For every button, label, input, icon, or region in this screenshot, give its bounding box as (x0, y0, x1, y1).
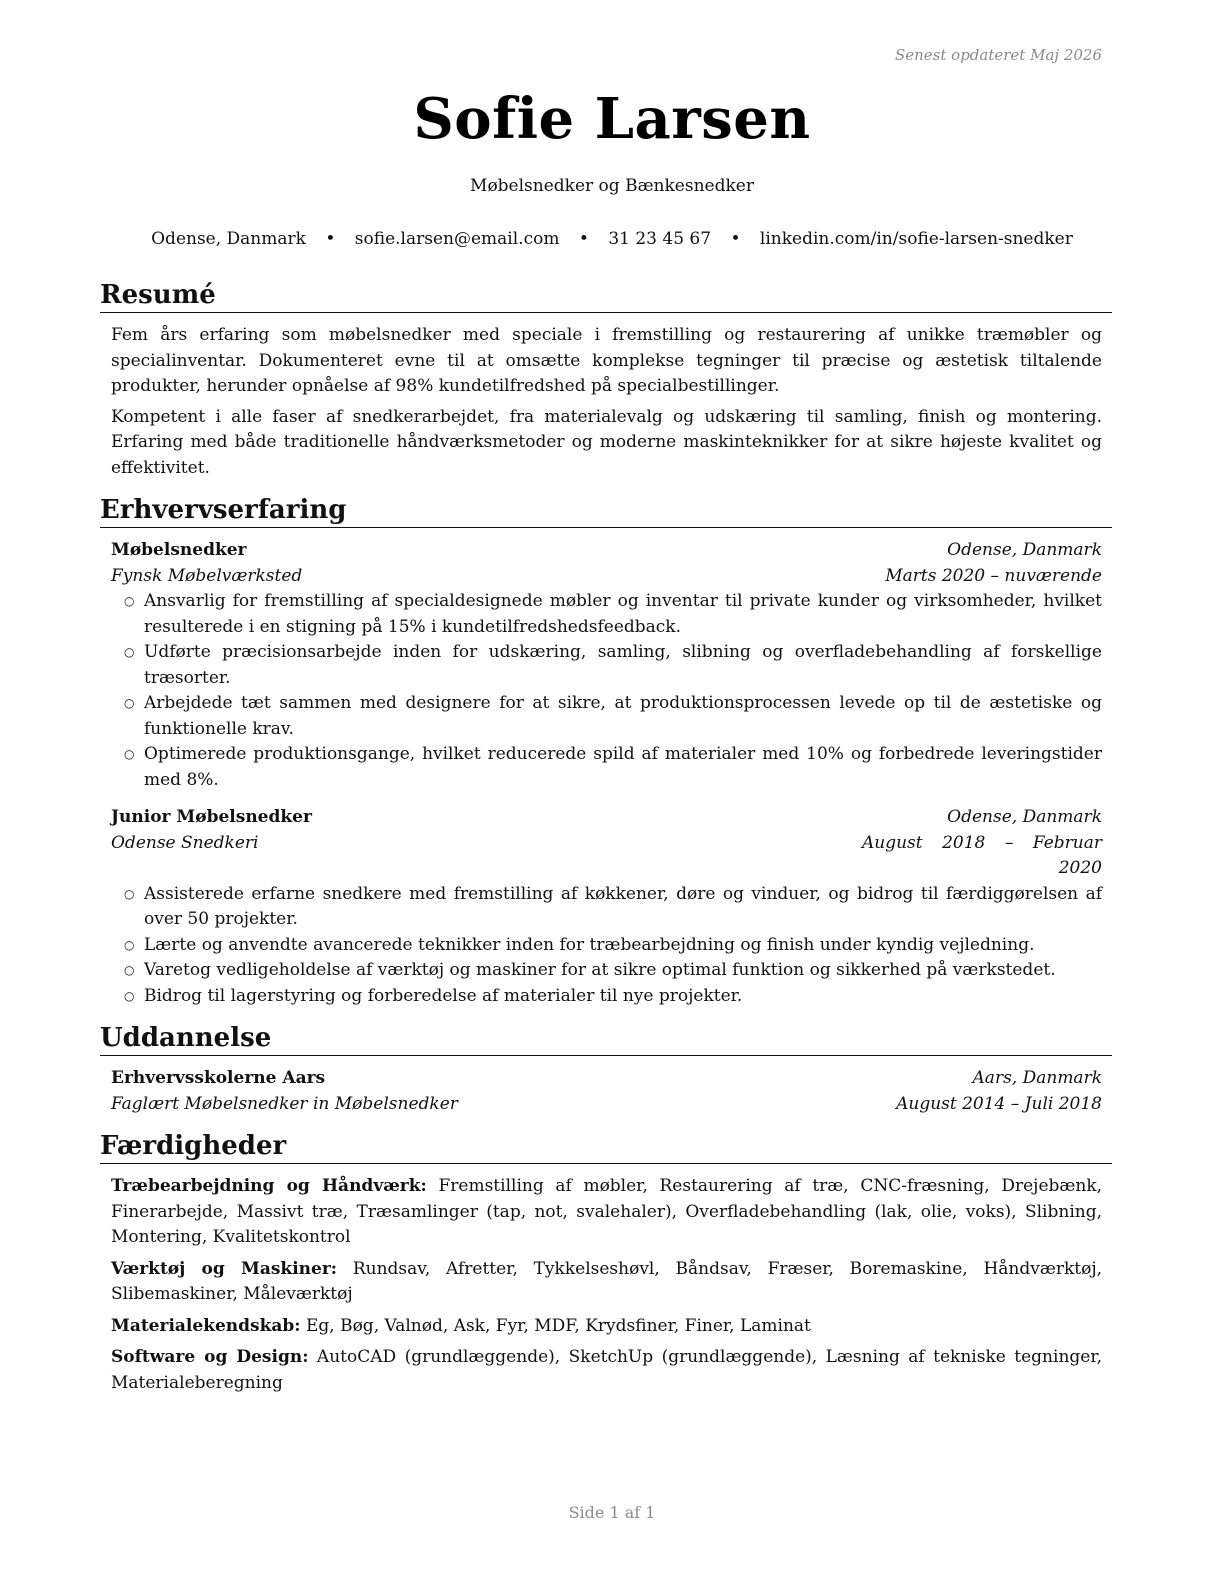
skill-line (111, 1257, 1102, 1308)
skill-line (111, 1314, 1102, 1340)
job-dates: Marts 2020 – nuværende (885, 565, 1102, 586)
contact-linkedin[interactable]: linkedin.com/in/sofie-larsen-snedker (759, 229, 1073, 249)
separator-dot: • (578, 229, 589, 249)
skill-label: Træbearbejdning og Håndværk: (111, 1176, 427, 1196)
section-title-skills: Færdigheder (100, 1129, 1112, 1164)
education-location: Aars, Danmark (972, 1068, 1102, 1088)
skill-value: AutoCAD (grundlæggende), SketchUp (grundlæggende), Læsning af tekniske tegninger, Materialeberegning (111, 1347, 1102, 1393)
circle-bullet-icon: ○ (124, 963, 135, 977)
skill-label: Materialekendskab: (111, 1315, 301, 1336)
summary-paragraph: Fem års erfaring som møbelsnedker med speciale i fremstilling og restaurering af unikke træmøbler og specialinventar. Dokumenteret evne til at omsætte komplekse tegninger til præcise og æstetisk tiltalende produkter, herunder opnåelse af 98% kundetilfredshed på specialbestillinger. (111, 325, 1102, 396)
section-title-summary: Resumé (100, 278, 1112, 313)
separator-dot: • (325, 229, 336, 249)
contact-email[interactable]: sofie.larsen@email.com (354, 229, 560, 249)
circle-bullet-icon: ○ (124, 937, 135, 952)
skill-value: Fremstilling af møbler, Restaurering af træ, CNC-fræsning, Drejebænk, Finerarbejde, Massivt træ, Træsamlinger (tap, not, svalehaler), Overfladebehandling (lak, olie, voks), Slibning, Montering, Kvalitetskontrol (111, 1176, 1103, 1247)
job-bullets (111, 589, 1102, 793)
job-entry (111, 805, 1102, 1009)
last-updated: Senest opdateret Maj 2026 (894, 46, 1102, 64)
job-bullets (111, 882, 1102, 1010)
bullet-item (124, 882, 1102, 933)
bullet-text: Ansvarlig for fremstilling af specialdesignede møbler og inventar til private kunder og virksomheder, hvilket resulterede i en stigning på 15% i kundetilfredshedsfeedback. (144, 591, 1102, 637)
bullet-text: Arbejdede tæt sammen med designere for at sikre, at produktionsprocessen levede op til de æstetiske og funktionelle krav. (144, 693, 1102, 739)
bullet-item (124, 589, 1102, 640)
bullet-item (124, 958, 1102, 984)
job-entry (111, 538, 1102, 793)
resume-content (100, 278, 1112, 1408)
section-title-education: Uddannelse (100, 1021, 1112, 1056)
education-school: Erhvervsskolerne Aars (111, 1068, 326, 1088)
skill-line (111, 1345, 1102, 1396)
circle-bullet-icon: ○ (124, 696, 135, 710)
circle-bullet-icon: ○ (124, 747, 135, 761)
page-number: Side 1 af 1 (568, 1503, 656, 1522)
bullet-item (124, 984, 1102, 1010)
bullet-item (124, 640, 1102, 691)
contact-phone: 31 23 45 67 (608, 229, 712, 249)
section-title-experience: Erhvervserfaring (100, 493, 1112, 528)
skill-label: Software og Design: (111, 1347, 309, 1367)
bullet-text: Lærte og anvendte avancerede teknikker inden for træbearbejdning og finish under kyndig vejledning. (144, 934, 1035, 955)
skill-value: Eg, Bøg, Valnød, Ask, Fyr, MDF, Krydsfiner, Finer, Laminat (305, 1315, 811, 1336)
education-degree: Faglært Møbelsnedker in Møbelsnedker (111, 1093, 458, 1114)
experience-section (100, 493, 1112, 1009)
job-company: Odense Snedkeri (111, 832, 259, 853)
job-title: Møbelsnedker og Bænkesnedker (470, 176, 754, 196)
skills-section (100, 1129, 1112, 1396)
skill-value: Rundsav, Afretter, Tykkelseshøvl, Båndsav, Fræser, Boremaskine, Håndværktøj, Slibemaskiner, Måleværktøj (111, 1258, 1102, 1304)
circle-bullet-icon: ○ (124, 988, 135, 1003)
skill-line (111, 1174, 1102, 1251)
education-dates: August 2014 – Juli 2018 (896, 1093, 1102, 1114)
skill-label: Værktøj og Maskiner: (111, 1258, 338, 1279)
bullet-text: Assisterede erfarne snedkere med fremstilling af køkkener, døre og vinduer, og bidrog til færdiggørelsen af over 50 projekter. (144, 883, 1102, 929)
job-role: Møbelsnedker (111, 540, 247, 560)
bullet-item (124, 933, 1102, 959)
circle-bullet-icon: ○ (124, 645, 135, 659)
contact-location: Odense, Danmark (151, 229, 306, 249)
separator-dot: • (730, 229, 741, 249)
job-dates: August 2018 – Februar 2020 (862, 832, 1102, 878)
summary-paragraph: Kompetent i alle faser af snedkerarbejdet, fra materialevalg og udskæring til samling, finish og montering. Erfaring med både traditionelle håndværksmetoder og moderne maskinteknikker for at sikre højeste kvalitet og effektivitet. (111, 406, 1102, 478)
candidate-name: Sofie Larsen (413, 86, 811, 152)
summary-section (100, 278, 1112, 481)
job-location: Odense, Danmark (947, 540, 1102, 560)
bullet-text: Optimerede produktionsgange, hvilket reducerede spild af materialer med 10% og forbedrede leveringstider med 8%. (144, 744, 1102, 790)
circle-bullet-icon: ○ (124, 886, 135, 901)
education-section (100, 1021, 1112, 1117)
circle-bullet-icon: ○ (124, 594, 135, 608)
contact-line (0, 229, 1224, 249)
bullet-item (124, 742, 1102, 793)
job-company: Fynsk Møbelværksted (111, 565, 303, 586)
job-role: Junior Møbelsnedker (111, 807, 312, 827)
bullet-text: Bidrog til lagerstyring og forberedelse af materialer til nye projekter. (144, 985, 743, 1006)
bullet-text: Udførte præcisionsarbejde inden for udskæring, samling, slibning og overfladebehandling af forskellige træsorter. (144, 642, 1102, 688)
bullet-item (124, 691, 1102, 742)
job-location: Odense, Danmark (947, 807, 1102, 827)
bullet-text: Varetog vedligeholdelse af værktøj og maskiner for at sikre optimal funktion og sikkerhed på værkstedet. (144, 960, 1056, 980)
